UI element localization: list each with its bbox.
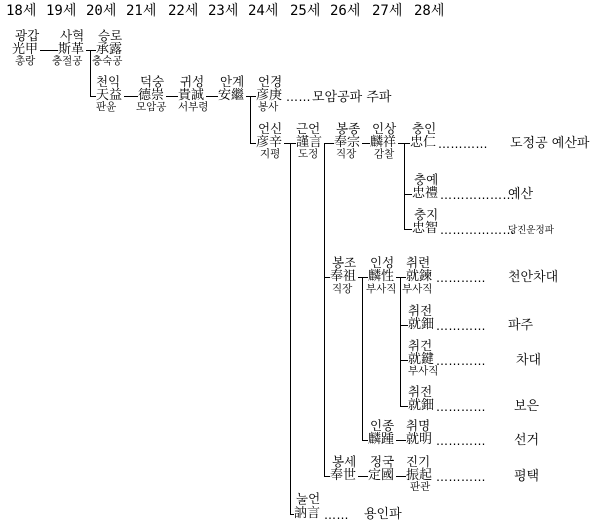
person-title: 봉사 xyxy=(258,101,279,113)
connector-line xyxy=(324,277,330,278)
connector-line xyxy=(396,476,406,477)
generation-label: 28세 xyxy=(414,3,445,19)
person-name-hanja: 奉宗 xyxy=(334,135,361,150)
person-title: 판관 xyxy=(410,481,431,493)
dotted-leader: …… xyxy=(324,508,349,522)
dotted-leader: ………… xyxy=(436,470,486,484)
connector-line xyxy=(362,277,363,440)
connector-line xyxy=(90,96,96,97)
person-name-korean: 취전 xyxy=(408,303,433,318)
generation-label: 22세 xyxy=(168,3,199,19)
person-name-korean: 안계 xyxy=(220,74,245,89)
dotted-leader: ………… xyxy=(436,354,486,368)
person-name-korean: 봉조 xyxy=(332,255,357,270)
branch-name: 차대 xyxy=(516,353,542,368)
person-name-korean: 덕숭 xyxy=(140,74,165,89)
person-name-hanja: 訥言 xyxy=(294,506,321,521)
person-name-hanja: 麟性 xyxy=(368,269,395,284)
generation-label: 23세 xyxy=(208,3,239,19)
generation-label: 20세 xyxy=(86,3,117,19)
branch-name: 모암공파 주파 xyxy=(312,90,392,105)
generation-label: 26세 xyxy=(330,3,361,19)
person-name-hanja: 德崇 xyxy=(138,88,165,103)
person-title: 충숙공 xyxy=(92,55,123,67)
branch-name: 평택 xyxy=(514,469,540,484)
person-name-hanja: 忠仁 xyxy=(410,135,437,150)
connector-line xyxy=(290,514,294,515)
person-name-hanja: 振起 xyxy=(406,468,433,483)
generation-label: 19세 xyxy=(46,3,77,19)
person-name-hanja: 就鈿 xyxy=(408,398,435,413)
dotted-leader: ……………… xyxy=(440,188,515,202)
connector-line xyxy=(362,143,370,144)
person-name-hanja: 光甲 xyxy=(12,42,39,57)
connector-line xyxy=(324,476,330,477)
connector-line xyxy=(90,50,91,96)
person-title: 충절공 xyxy=(52,55,83,67)
connector-line xyxy=(396,277,406,278)
connector-line xyxy=(404,194,412,195)
person-name-korean: 봉종 xyxy=(336,121,361,136)
person-name-hanja: 彦庚 xyxy=(256,88,283,103)
person-name-korean: 진기 xyxy=(406,454,431,469)
person-name-hanja: 麟祥 xyxy=(370,135,397,150)
generation-label: 18세 xyxy=(6,3,37,19)
person-name-korean: 봉세 xyxy=(332,454,357,469)
connector-line xyxy=(250,96,251,143)
person-name-hanja: 承露 xyxy=(96,42,123,57)
connector-line xyxy=(324,143,325,476)
branch-name: 파주 xyxy=(508,318,534,333)
person-name-hanja: 貴誠 xyxy=(178,88,205,103)
dotted-leader: ………… xyxy=(438,137,488,151)
person-name-hanja: 天益 xyxy=(96,88,123,103)
person-name-korean: 귀성 xyxy=(180,74,205,89)
branch-name: 당진운정파 xyxy=(508,225,554,236)
person-name-korean: 언경 xyxy=(258,74,283,89)
person-name-korean: 취전 xyxy=(408,384,433,399)
person-title: 서부령 xyxy=(178,101,209,113)
person-name-hanja: 就鍊 xyxy=(406,269,433,284)
person-title: 부사직 xyxy=(402,283,433,295)
connector-line xyxy=(166,96,178,97)
person-name-hanja: 奉世 xyxy=(330,468,357,483)
person-title: 판윤 xyxy=(96,101,117,113)
person-title: 도정 xyxy=(298,148,319,160)
person-name-hanja: 安繼 xyxy=(218,88,245,103)
connector-line xyxy=(396,440,406,441)
person-title: 총랑 xyxy=(15,55,36,67)
person-name-korean: 인종 xyxy=(370,418,395,433)
person-name-hanja: 謹言 xyxy=(296,135,323,150)
person-title: 직장 xyxy=(332,283,353,295)
connector-line xyxy=(404,229,412,230)
generation-label: 21세 xyxy=(126,3,157,19)
person-title: 지평 xyxy=(260,148,281,160)
connector-line xyxy=(400,277,401,406)
dotted-leader: …… xyxy=(286,90,311,104)
connector-line xyxy=(40,50,58,51)
person-name-korean: 승로 xyxy=(98,28,123,43)
person-name-korean: 근언 xyxy=(296,121,321,136)
person-name-hanja: 斯革 xyxy=(58,42,85,57)
dotted-leader: ……………… xyxy=(440,223,515,237)
person-title: 감찰 xyxy=(374,148,395,160)
person-name-korean: 인상 xyxy=(372,121,397,136)
dotted-leader: ………… xyxy=(436,434,486,448)
person-name-korean: 충예 xyxy=(414,172,439,187)
person-name-korean: 취건 xyxy=(408,338,433,353)
person-name-korean: 언신 xyxy=(258,121,283,136)
person-name-korean: 충지 xyxy=(414,207,439,222)
generation-label: 24세 xyxy=(248,3,279,19)
person-name-korean: 취련 xyxy=(406,255,431,270)
person-name-korean: 천익 xyxy=(96,74,121,89)
person-title: 부사직 xyxy=(366,283,397,295)
connector-line xyxy=(246,96,256,97)
dotted-leader: ………… xyxy=(436,271,486,285)
person-name-hanja: 麟踵 xyxy=(368,432,395,447)
person-name-korean: 취명 xyxy=(406,418,431,433)
branch-name: 용인파 xyxy=(364,507,402,522)
person-title: 직장 xyxy=(336,148,357,160)
person-name-korean: 사혁 xyxy=(60,28,85,43)
connector-line xyxy=(86,50,96,51)
connector-line xyxy=(400,325,408,326)
branch-name: 천안차대 xyxy=(508,270,559,285)
person-name-korean: 정국 xyxy=(370,454,395,469)
connector-line xyxy=(362,440,368,441)
person-name-korean: 눌언 xyxy=(296,491,321,506)
branch-name: 보은 xyxy=(514,399,540,414)
person-name-hanja: 定國 xyxy=(368,468,395,483)
person-name-korean: 광갑 xyxy=(15,28,40,43)
connector-line xyxy=(404,143,405,229)
branch-name: 도정공 예산파 xyxy=(510,136,590,151)
connector-line xyxy=(206,96,218,97)
person-title: 모암공 xyxy=(136,101,167,113)
connector-line xyxy=(358,277,368,278)
person-name-hanja: 奉祖 xyxy=(330,269,357,284)
connector-line xyxy=(400,360,408,361)
person-name-hanja: 忠禮 xyxy=(412,186,439,201)
person-name-hanja: 就明 xyxy=(406,432,433,447)
connector-line xyxy=(358,476,368,477)
generation-label: 27세 xyxy=(372,3,403,19)
connector-line xyxy=(250,143,256,144)
connector-line xyxy=(124,96,138,97)
dotted-leader: ………… xyxy=(436,319,486,333)
generation-label: 25세 xyxy=(290,3,321,19)
branch-name: 예산 xyxy=(508,187,534,202)
branch-name: 선거 xyxy=(514,433,540,448)
connector-line xyxy=(324,143,334,144)
person-name-hanja: 就鈿 xyxy=(408,317,435,332)
connector-line xyxy=(290,143,291,514)
person-name-hanja: 忠智 xyxy=(412,221,439,236)
person-name-korean: 인성 xyxy=(370,255,395,270)
person-title: 부사직 xyxy=(408,365,439,377)
person-name-hanja: 彦辛 xyxy=(256,135,283,150)
person-name-hanja: 就鍵 xyxy=(408,352,435,367)
person-name-korean: 충인 xyxy=(412,121,437,136)
dotted-leader: ………… xyxy=(436,400,486,414)
connector-line xyxy=(400,406,408,407)
